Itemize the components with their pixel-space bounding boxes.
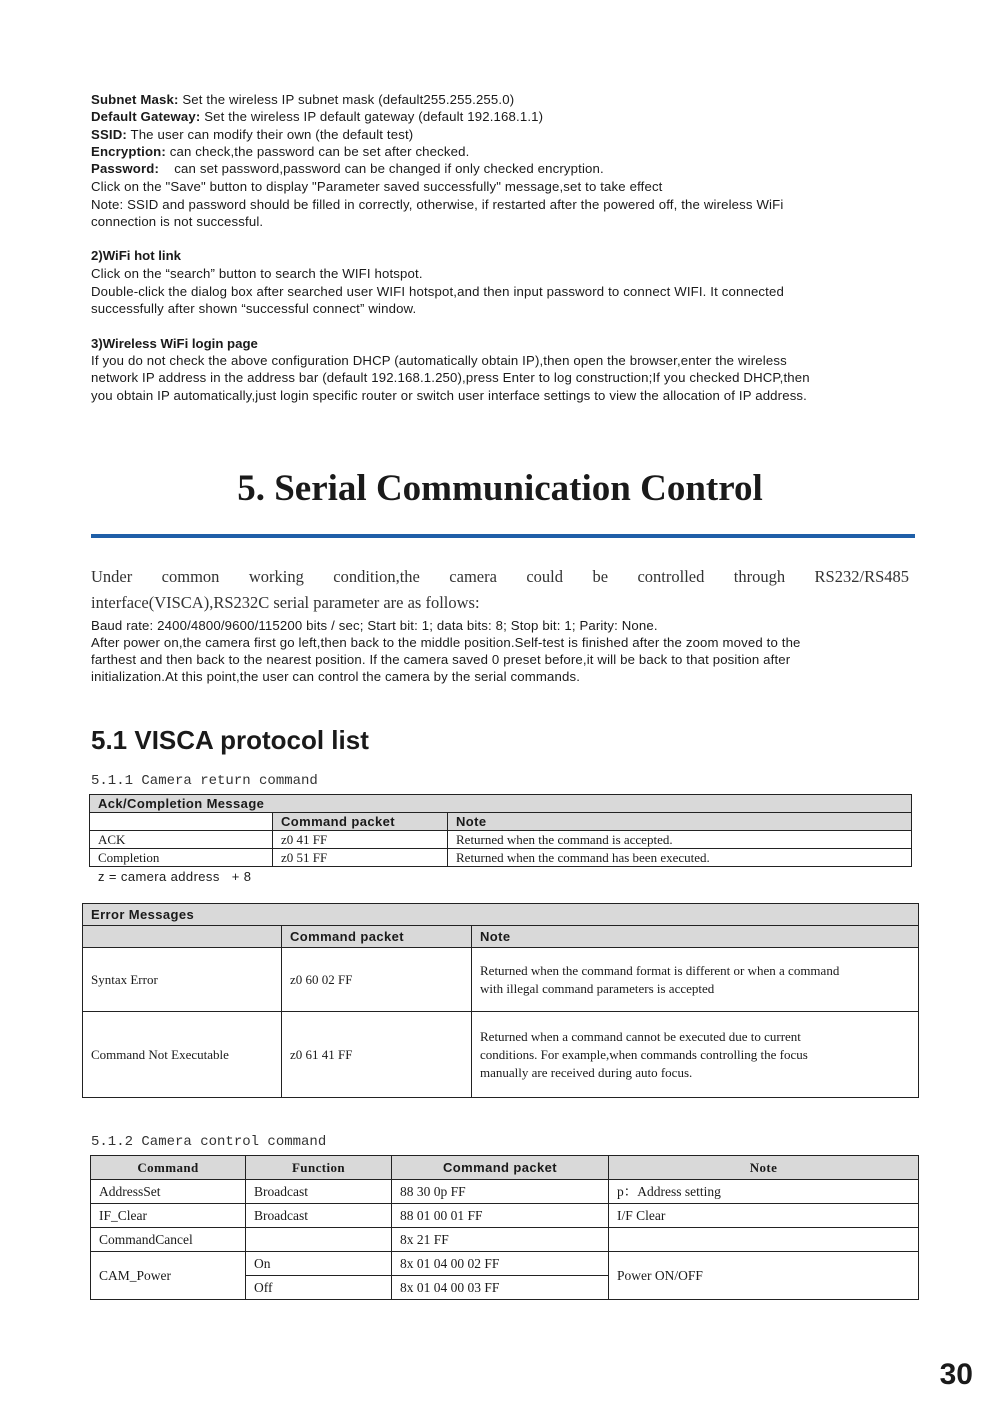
table-cell	[609, 1228, 919, 1252]
table-cell	[246, 1228, 392, 1252]
ssid-label: SSID:	[91, 127, 127, 142]
table-row	[83, 1012, 919, 1098]
default-gateway-line	[91, 108, 543, 125]
header-cell: Command packet	[392, 1156, 609, 1180]
table-cell: 88 30 0p FF	[392, 1180, 609, 1204]
camera-control-caption: 5.1.2 Camera control command	[91, 1134, 327, 1150]
note-line: with illegal command parameters is accepted	[480, 980, 715, 996]
wifi-note-line2: connection is not successful.	[91, 214, 264, 229]
ack-completion-table	[89, 794, 912, 867]
header-cell: Command packet	[273, 813, 448, 831]
ssid-line	[91, 126, 413, 143]
table-cell: Syntax Error	[83, 948, 282, 1012]
table-cell: Returned when the command has been executed.	[448, 849, 912, 867]
table-cell: 8x 21 FF	[392, 1228, 609, 1252]
table-cell: z0 41 FF	[273, 831, 448, 849]
note-line: conditions. For example,when commands controlling the focus	[480, 1046, 808, 1062]
wifi-note-line1: Note: SSID and password should be filled in correctly, otherwise, if restarted after the powered off, the wireless WiFi	[91, 197, 784, 212]
table-header-row	[90, 813, 912, 831]
table-cell	[472, 948, 919, 1012]
camera-return-caption: 5.1.1 Camera return command	[91, 773, 318, 789]
encryption-label: Encryption:	[91, 144, 166, 159]
camera-address-note: z = camera address + 8	[98, 869, 252, 884]
table-cell: Off	[246, 1276, 392, 1300]
chapter-intro-line1: Under common working condition,the camera could be controlled through RS232/RS485	[91, 567, 909, 586]
table-cell: IF_Clear	[91, 1204, 246, 1228]
table-row	[90, 831, 912, 849]
table-title-row	[90, 795, 912, 813]
default-gateway-text: Set the wireless IP default gateway (default 192.168.1.1)	[200, 109, 544, 124]
table-header-row	[91, 1156, 919, 1180]
table-cell: I/F Clear	[609, 1204, 919, 1228]
table-title-row	[83, 904, 919, 926]
subnet-mask-line	[91, 91, 514, 108]
table-cell: Returned when the command is accepted.	[448, 831, 912, 849]
login-line2: network IP address in the address bar (default 192.168.1.250),press Enter to log construction;If you checked DHCP,then	[91, 370, 810, 385]
table-cell	[472, 1012, 919, 1098]
table-cell: 8x 01 04 00 03 FF	[392, 1276, 609, 1300]
table-cell: Broadcast	[246, 1204, 392, 1228]
table-row	[91, 1228, 919, 1252]
hotlink-line3: successfully after shown “successful connect” window.	[91, 301, 417, 316]
chapter-title: 5. Serial Communication Control	[237, 468, 763, 509]
power-on-line3: initialization.At this point,the user can control the camera by the serial commands.	[91, 669, 581, 684]
header-cell: Function	[246, 1156, 392, 1180]
table-cell: Power ON/OFF	[609, 1252, 919, 1300]
power-on-line1: After power on,the camera first go left,then back to the middle position.Self-test is finished after the zoom moved to the	[91, 635, 801, 650]
error-messages-table	[82, 903, 919, 1098]
camera-control-table	[90, 1155, 919, 1300]
table-cell: 8x 01 04 00 02 FF	[392, 1252, 609, 1276]
chapter-intro-line2: interface(VISCA),RS232C serial parameter are as follows:	[91, 593, 480, 612]
password-text: can set password,password can be changed if only checked encryption.	[159, 161, 604, 176]
table-cell: z0 60 02 FF	[282, 948, 472, 1012]
header-cell: Command packet	[282, 926, 472, 948]
table-row	[91, 1204, 919, 1228]
subnet-mask-text: Set the wireless IP subnet mask (default255.255.255.0)	[178, 92, 515, 107]
password-label: Password:	[91, 161, 160, 176]
table-cell: Broadcast	[246, 1180, 392, 1204]
table-cell: Completion	[90, 849, 273, 867]
note-line: Returned when the command format is different or when a command	[480, 962, 840, 978]
hotlink-line1: Click on the “search” button to search the WIFI hotspot.	[91, 266, 423, 281]
note-line: manually are received during auto focus.	[480, 1064, 693, 1080]
table-cell: CAM_Power	[91, 1252, 246, 1300]
table-cell: p：Address setting	[609, 1180, 919, 1204]
table-header-row	[83, 926, 919, 948]
table-cell: AddressSet	[91, 1180, 246, 1204]
header-cell	[90, 813, 273, 831]
table-row	[91, 1180, 919, 1204]
header-cell: Note	[472, 926, 919, 948]
hotlink-line2: Double-click the dialog box after searched user WIFI hotspot,and then input password to connect WIFI. It connected	[91, 284, 784, 299]
baud-rate-line: Baud rate: 2400/4800/9600/115200 bits / sec; Start bit: 1; data bits: 8; Stop bit: 1; Parity: None.	[91, 618, 658, 633]
encryption-line	[91, 143, 469, 160]
subnet-mask-label: Subnet Mask:	[91, 92, 179, 107]
table-row	[90, 849, 912, 867]
error-table-title: Error Messages	[83, 904, 919, 926]
table-cell: On	[246, 1252, 392, 1276]
login-heading: 3)Wireless WiFi login page	[91, 336, 258, 351]
power-on-line2: farthest and then back to the nearest position. If the camera saved 0 preset before,it will be back to that position after	[91, 652, 791, 667]
table-cell: ACK	[90, 831, 273, 849]
default-gateway-label: Default Gateway:	[91, 109, 201, 124]
password-line	[91, 160, 604, 177]
table-cell: z0 51 FF	[273, 849, 448, 867]
login-line3: you obtain IP automatically,just login specific router or switch user interface settings to view the allocation of IP address.	[91, 388, 807, 403]
table-row	[91, 1252, 919, 1276]
header-cell: Command	[91, 1156, 246, 1180]
ssid-text: The user can modify their own (the default test)	[126, 127, 414, 142]
save-instruction: Click on the "Save" button to display "Parameter saved successfully" message,set to take effect	[91, 179, 663, 194]
page-number: 30	[939, 1358, 973, 1391]
visca-section-title: 5.1 VISCA protocol list	[91, 725, 369, 755]
note-line: Returned when a command cannot be executed due to current	[480, 1028, 801, 1044]
table-row	[83, 948, 919, 1012]
table-cell: 88 01 00 01 FF	[392, 1204, 609, 1228]
header-cell: Note	[609, 1156, 919, 1180]
table-cell: Command Not Executable	[83, 1012, 282, 1098]
login-line1: If you do not check the above configuration DHCP (automatically obtain IP),then open the browser,enter the wireless	[91, 353, 787, 368]
ack-table-title: Ack/Completion Message	[90, 795, 912, 813]
hotlink-heading: 2)WiFi hot link	[91, 248, 181, 263]
encryption-text: can check,the password can be set after checked.	[165, 144, 470, 159]
table-cell: z0 61 41 FF	[282, 1012, 472, 1098]
header-cell	[83, 926, 282, 948]
chapter-divider	[91, 534, 915, 538]
header-cell: Note	[448, 813, 912, 831]
table-cell: CommandCancel	[91, 1228, 246, 1252]
